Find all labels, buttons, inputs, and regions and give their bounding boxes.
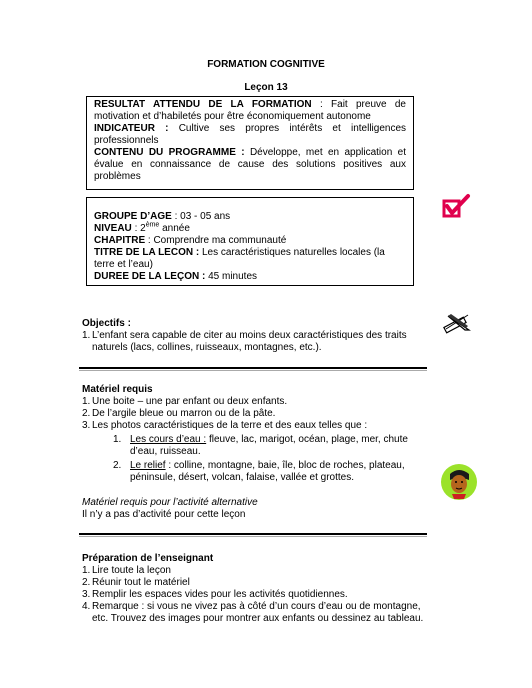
list-number: 2.: [82, 408, 91, 419]
duration-value: 45 minutes: [205, 271, 258, 282]
divider: [79, 367, 427, 369]
list-text: Lire toute la leçon: [92, 565, 171, 576]
child-face-icon: [439, 462, 479, 502]
alt-materials-text: Il n’y a pas d’activité pour cette leçon: [82, 509, 246, 520]
preparation-title: Préparation de l’enseignant: [82, 553, 214, 564]
result-label: RESULTAT ATTENDU DE LA FORMATION: [94, 99, 312, 110]
list-number: 1.: [82, 565, 91, 576]
list-text: Les photos caractéristiques de la terre et des eaux telles que :: [92, 420, 368, 431]
result-line: [94, 99, 406, 123]
list-text: De l’argile bleue ou marron ou de la pâte.: [92, 408, 276, 419]
list-item: [82, 589, 434, 601]
chapter-value: : Comprendre ma communauté: [145, 235, 287, 246]
duration-label: DUREE DE LA LEÇON :: [94, 271, 206, 282]
list-item: [82, 396, 432, 408]
lesson-title-value: Les caractéristiques naturelles locales (la terre et l’eau): [94, 247, 385, 270]
objectives-title: Objectifs :: [82, 318, 131, 329]
age-line: [94, 211, 406, 223]
list-number: 3.: [82, 589, 91, 600]
divider: [79, 533, 427, 535]
list-number: 1.: [113, 434, 122, 445]
subitem-label: Les cours d’eau :: [130, 434, 207, 445]
lesson-info-box: [86, 197, 414, 286]
list-number: 3.: [82, 420, 91, 431]
chapter-label: CHAPITRE: [94, 235, 146, 246]
indicator-label: INDICATEUR :: [94, 123, 169, 134]
content-line: [94, 147, 406, 183]
duration-line: [94, 271, 406, 283]
age-value: : 03 - 05 ans: [171, 211, 231, 222]
list-text: L’enfant sera capable de citer au moins deux caractéristiques des traits naturels (lacs, collines, ruisseaux, montagnes, etc.).: [92, 330, 407, 353]
lesson-title-line: [94, 247, 406, 271]
level-value-post: année: [159, 223, 190, 234]
list-item: [82, 601, 434, 625]
indicator-line: [94, 123, 406, 147]
level-line: [94, 223, 406, 235]
list-text: Remplir les espaces vides pour les activités quotidiennes.: [92, 589, 348, 600]
subitem-label: Le relief: [130, 460, 166, 471]
list-text: fleuve, lac, marigot, océan, plage, mer, chute d’eau, ruisseau.: [130, 434, 408, 457]
materials-title: Matériel requis: [82, 384, 153, 395]
list-item: [82, 420, 432, 432]
list-number: 2.: [113, 460, 122, 471]
list-item: [82, 330, 432, 354]
learning-outcome-box: [86, 96, 414, 190]
chapter-line: [94, 235, 406, 247]
alt-materials-title: Matériel requis pour l’activité alternative: [82, 497, 258, 508]
list-item: [82, 565, 434, 577]
document-title: FORMATION COGNITIVE: [207, 59, 325, 70]
lesson-number: Leçon 13: [244, 82, 288, 93]
pencil-ruler-icon: [442, 310, 472, 334]
materials-list: [82, 396, 432, 484]
checkbox-check-icon: [441, 193, 471, 221]
list-item: [82, 460, 432, 484]
lesson-title-label: TITRE DE LA LECON :: [94, 247, 200, 258]
list-number: 1.: [82, 396, 91, 407]
content-text: Développe, met en application et évalue en connaissance de cause des solutions positives aux problèmes: [94, 147, 406, 182]
level-label: NIVEAU: [94, 223, 132, 234]
indicator-text: Cultive ses propres intérêts et intelligences professionnels: [94, 123, 407, 146]
list-text: : colline, montagne, baie, île, bloc de roches, plateau, péninsule, désert, volcan, falaise, vallée et grottes.: [130, 460, 405, 483]
list-number: 1.: [82, 330, 91, 341]
list-text: Réunir tout le matériel: [92, 577, 190, 588]
content-label: CONTENU DU PROGRAMME :: [94, 147, 245, 158]
list-number: 4.: [82, 601, 91, 612]
list-text: Une boite – une par enfant ou deux enfants.: [92, 396, 288, 407]
divider-shadow: [79, 370, 427, 371]
list-item: [82, 408, 432, 420]
divider-shadow: [79, 536, 427, 537]
preparation-list: [82, 565, 434, 625]
objectives-list: [82, 330, 432, 354]
level-sup: ème: [145, 221, 160, 229]
result-text: : Fait preuve de motivation et d’habiletés pour être économiquement autonome: [94, 99, 406, 122]
age-label: GROUPE D’AGE: [94, 211, 172, 222]
list-number: 2.: [82, 577, 91, 588]
level-value: : 2: [131, 223, 146, 234]
list-item: [82, 577, 434, 589]
list-item: [82, 434, 432, 458]
list-text: Remarque : si vous ne vivez pas à côté d’un cours d’eau ou de montagne, etc. Trouvez des images pour montrer aux enfants ou dessinez au tableau.: [92, 601, 424, 624]
